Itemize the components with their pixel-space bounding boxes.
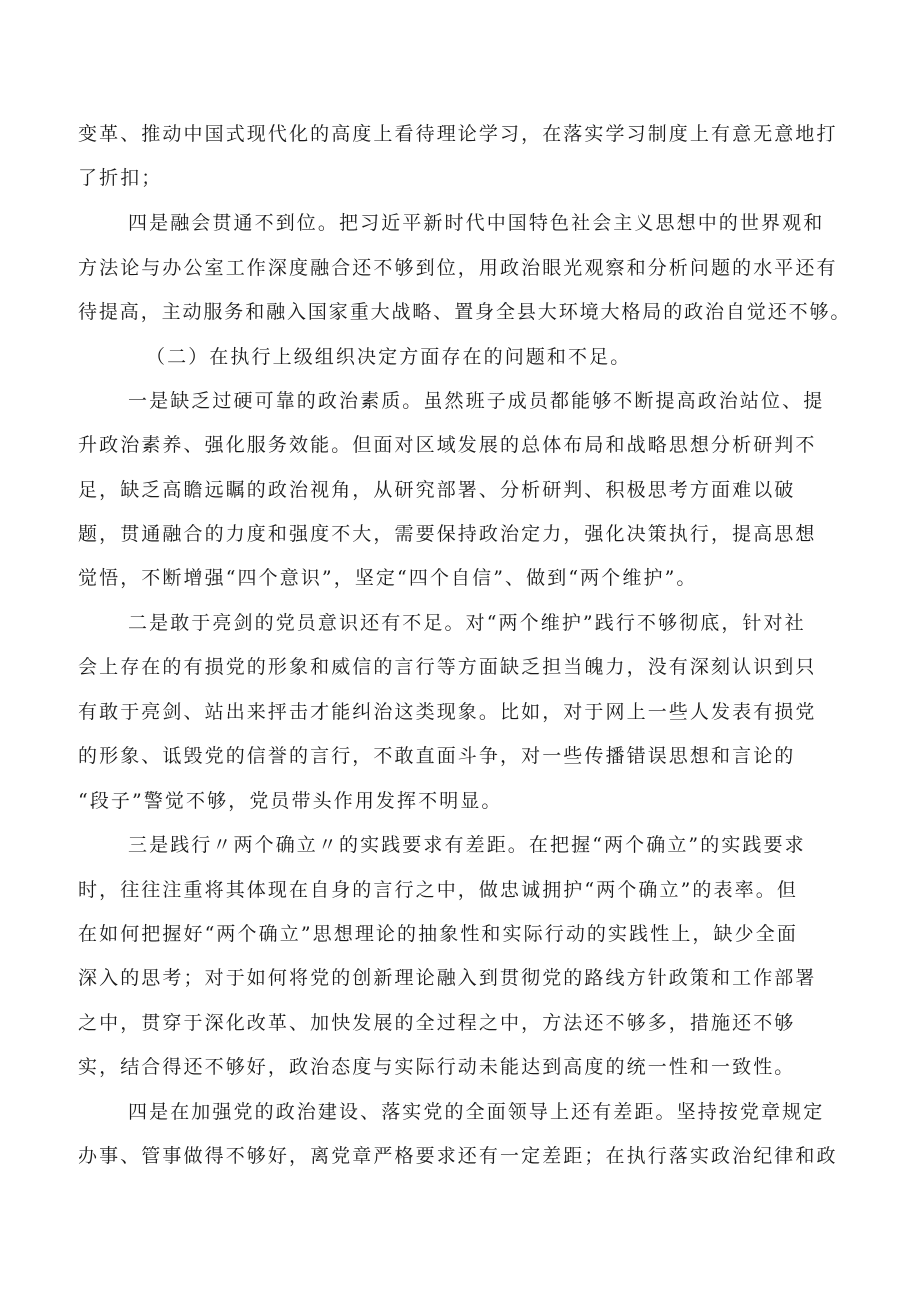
section-heading: （二）在执行上级组织决定方面存在的问题和不足。 — [146, 346, 632, 368]
paragraph-start-line: 四是在加强党的政治建设、落实党的全面领导上还有差距。坚持按党章规定 — [128, 1101, 825, 1123]
paragraph-start-line: 四是融会贯通不到位。把习近平新时代中国特色社会主义思想中的世界观和 — [128, 212, 825, 234]
text-line: 待提高，主动服务和融入国家重大战略、置身全县大环境大格局的政治自觉还不够。 — [78, 301, 852, 323]
text-line: 深入的思考；对于如何将党的创新理论融入到贯彻党的路线方针政策和工作部署 — [78, 967, 817, 989]
paragraph-start-line: 一是缺乏过硬可靠的政治素质。虽然班子成员都能够不断提高政治站位、提 — [128, 390, 825, 412]
text-line: 升政治素养、强化服务效能。但面对区域发展的总体布局和战略思想分析研判不 — [78, 434, 817, 456]
paragraph-start-line: 三是践行〃两个确立〃的实践要求有差距。在把握“两个确立”的实践要求 — [128, 834, 806, 856]
text-line: 题，贯通融合的力度和强度不大，需要保持政治定力，强化决策执行，提高思想 — [78, 523, 817, 545]
text-line: 方法论与办公室工作深度融合还不够到位，用政治眼光观察和分析问题的水平还有 — [78, 257, 838, 279]
text-line: 有敢于亮剑、站出来抨击才能纠治这类现象。比如，对于网上一些人发表有损党 — [78, 701, 817, 723]
text-line: 变革、推动中国式现代化的高度上看待理论学习，在落实学习制度上有意无意地打 — [78, 123, 838, 145]
text-line: 会上存在的有损党的形象和威信的言行等方面缺乏担当魄力，没有深刻认识到只 — [78, 656, 817, 678]
text-line: 之中，贯穿于深化改革、加快发展的全过程之中，方法还不够多，措施还不够 — [78, 1012, 796, 1034]
text-line: 足，缺乏高瞻远瞩的政治视角，从研究部署、分析研判、积极思考方面难以破 — [78, 479, 796, 501]
text-line: 在如何把握好“两个确立”思想理论的抽象性和实际行动的实践性上，缺少全面 — [78, 923, 798, 945]
text-line: 办事、管事做得不够好，离党章严格要求还有一定差距；在执行落实政治纪律和政 — [78, 1145, 838, 1167]
text-line: 实，结合得还不够好，政治态度与实际行动未能达到高度的统一性和一致性。 — [78, 1056, 796, 1078]
text-line: 了折扣； — [78, 167, 163, 189]
text-line: “段子”警觉不够，党员带头作用发挥不明显。 — [78, 790, 503, 812]
paragraph-start-line: 二是敢于亮剑的党员意识还有不足。对“两个维护”践行不够彻底，针对社 — [128, 612, 806, 634]
text-line: 的形象、诋毁党的信誉的言行，不敢直面斗争，对一些传播错误思想和言论的 — [78, 745, 796, 767]
text-line: 觉悟，不断增强“四个意识”，坚定“四个自信”、做到“两个维护”。 — [78, 567, 698, 589]
text-line: 时，往往注重将其体现在自身的言行之中，做忠诚拥护“两个确立”的表率。但 — [78, 879, 798, 901]
